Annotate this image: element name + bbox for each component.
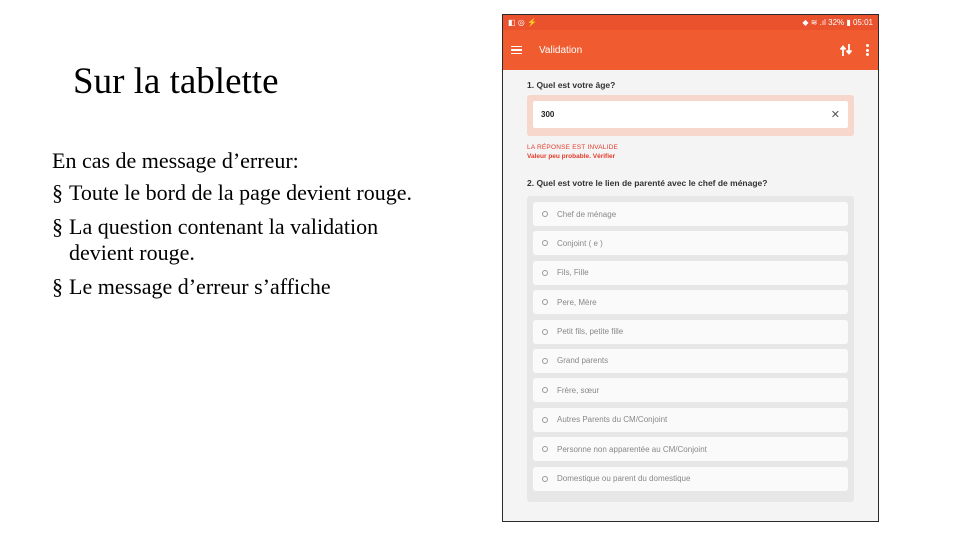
bullet-text: La question contenant la validation devient rouge. (69, 214, 379, 265)
radio-icon (542, 299, 548, 305)
question-2-options (527, 196, 854, 502)
bullet-text: Toute le bord de la page devient rouge. (69, 180, 412, 205)
option-label: Autres Parents du CM/Conjoint (557, 415, 668, 425)
option-label: Frère, sœur (557, 385, 600, 395)
bullet-mark: § (52, 214, 63, 239)
radio-icon (542, 211, 548, 217)
radio-icon (542, 358, 548, 364)
bullet-mark: § (52, 180, 63, 205)
status-right-icons: ◆ ≋ .ıl 32% ▮ 05:01 (802, 18, 873, 27)
radio-option[interactable] (533, 467, 848, 491)
intro-text: En cas de message d’erreur: (52, 148, 299, 173)
option-label: Chef de ménage (557, 209, 617, 219)
radio-icon (542, 329, 548, 335)
radio-icon (542, 417, 548, 423)
question-1-error-container (527, 95, 854, 136)
option-label: Domestique ou parent du domestique (557, 474, 691, 484)
option-label: Petit fils, petite fille (557, 327, 624, 337)
radio-icon (542, 446, 548, 452)
error-detail: Valeur peu probable. Vérifier (527, 153, 616, 160)
radio-option[interactable] (533, 408, 848, 432)
age-input[interactable] (533, 101, 848, 128)
radio-option[interactable] (533, 261, 848, 285)
radio-icon (542, 387, 548, 393)
menu-icon[interactable] (511, 46, 522, 55)
option-label: Conjoint ( e ) (557, 238, 603, 248)
form-content (503, 70, 878, 521)
radio-icon (542, 270, 548, 276)
radio-option[interactable] (533, 437, 848, 461)
status-left-icons: ◧ ◎ ⚡ (508, 18, 537, 27)
radio-option[interactable] (533, 231, 848, 255)
radio-option[interactable] (533, 378, 848, 402)
option-label: Grand parents (557, 356, 609, 366)
slide-body (52, 148, 442, 308)
option-label: Pere, Mère (557, 297, 597, 307)
error-title: LA RÉPONSE EST INVALIDE (527, 144, 619, 151)
bullet-text: Le message d’erreur s’affiche (69, 274, 331, 299)
option-label: Fils, Fille (557, 268, 589, 278)
status-bar (503, 15, 878, 30)
age-input-value: 300 (541, 110, 555, 119)
tablet-screenshot (502, 14, 879, 522)
option-label: Personne non apparentée au CM/Conjoint (557, 444, 707, 454)
radio-option[interactable] (533, 349, 848, 373)
bullet-item (52, 274, 442, 300)
radio-icon (542, 240, 548, 246)
radio-option[interactable] (533, 202, 848, 226)
bullet-item (52, 214, 442, 266)
bullet-item (52, 180, 442, 206)
question-1-label: 1. Quel est votre âge? (527, 80, 616, 90)
radio-option[interactable] (533, 290, 848, 314)
question-2-label: 2. Quel est votre le lien de parenté avec le chef de ménage? (527, 178, 768, 188)
slide-title: Sur la tablette (73, 61, 279, 102)
toolbar-title: Validation (539, 44, 583, 56)
sync-icon[interactable] (840, 43, 852, 57)
bullet-mark: § (52, 274, 63, 299)
more-vert-icon[interactable] (866, 44, 870, 56)
clear-icon[interactable]: ✕ (830, 109, 840, 121)
radio-icon (542, 476, 548, 482)
app-toolbar (503, 30, 878, 70)
radio-option[interactable] (533, 320, 848, 344)
